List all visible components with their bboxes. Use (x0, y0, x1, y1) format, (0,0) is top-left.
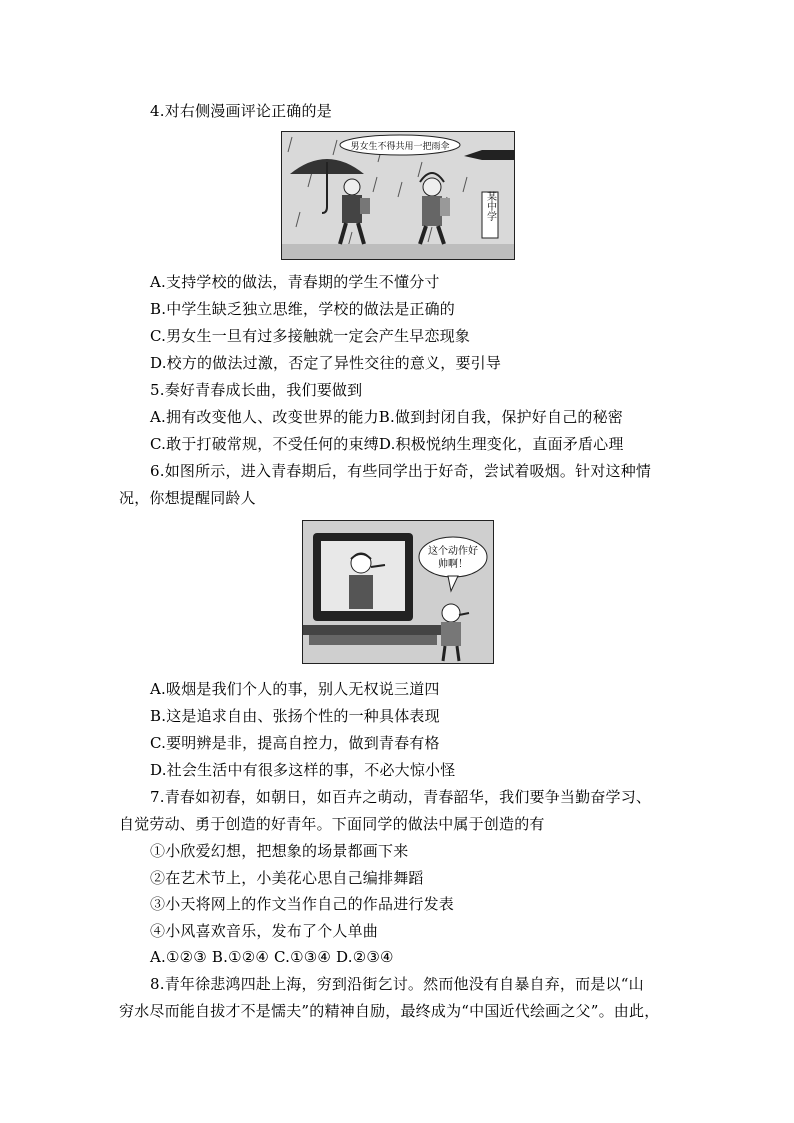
q4-option-a: A.支持学校的做法，青春期的学生不懂分寸 (150, 273, 440, 291)
q7-stem-line1: 7.青春如初春，如朝日，如百卉之萌动，青春韶华，我们要争当勤奋学习、 (150, 788, 652, 806)
q5-options-row2: C.敢于打破常规，不受任何的束缚D.积极悦纳生理变化，直面矛盾心理 (150, 435, 624, 453)
smoking-cartoon (302, 520, 494, 664)
q7-item-4: ④小风喜欢音乐，发布了个人单曲 (150, 922, 379, 940)
q5-options-row1: A.拥有改变他人、改变世界的能力B.做到封闭自我，保护好自己的秘密 (150, 408, 623, 426)
q4-stem: 4.对右侧漫画评论正确的是 (150, 102, 332, 120)
q4-option-d: D.校方的做法过激，否定了异性交往的意义，要引导 (150, 354, 502, 372)
smoking-cartoon-speech-line2: 帅啊！ (438, 559, 468, 570)
q6-option-b: B.这是追求自由、张扬个性的一种具体表现 (150, 707, 440, 725)
q4-option-b: B.中学生缺乏独立思维，学校的做法是正确的 (150, 300, 455, 318)
q7-item-2: ②在艺术节上，小美花心思自己编排舞蹈 (150, 869, 424, 887)
umbrella-cartoon (281, 131, 515, 260)
q7-item-1: ①小欣爱幻想，把想象的场景都画下来 (150, 842, 409, 860)
q6-option-a: A.吸烟是我们个人的事，别人无权说三道四 (150, 680, 440, 698)
q6-stem-line1: 6.如图所示，进入青春期后，有些同学出于好奇，尝试着吸烟。针对这种情 (150, 462, 652, 480)
q7-options: A.①②③ B.①②④ C.①③④ D.②③④ (150, 948, 394, 966)
smoking-cartoon-drawing (303, 521, 493, 663)
q7-stem-line2: 自觉劳动、勇于创造的好青年。下面同学的做法中属于创造的有 (119, 815, 545, 833)
q5-stem: 5.奏好青春成长曲，我们要做到 (150, 381, 363, 399)
q7-item-3: ③小天将网上的作文当作自己的作品进行发表 (150, 895, 455, 913)
q6-option-c: C.要明辨是非，提高自控力，做到青春有格 (150, 734, 440, 752)
school-sign: 某中学 (484, 191, 496, 221)
q8-line2: 穷水尽而能自拔才不是懦夫”的精神自励，最终成为“中国近代绘画之父”。由此， (119, 1002, 660, 1020)
q6-stem-line2: 况，你想提醒同龄人 (119, 489, 256, 507)
smoking-cartoon-speech-line1: 这个动作好 (428, 546, 478, 557)
q8-line1: 8.青年徐悲鸿四赴上海，穷到沿街乞讨。然而他没有自暴自弃，而是以“山 (150, 975, 644, 993)
umbrella-cartoon-drawing (282, 132, 514, 259)
q6-option-d: D.社会生活中有很多这样的事，不必大惊小怪 (150, 761, 456, 779)
q4-option-c: C.男女生一旦有过多接触就一定会产生早恋现象 (150, 327, 471, 345)
umbrella-cartoon-speech: 男女生不得共用一把雨伞 (350, 142, 450, 152)
